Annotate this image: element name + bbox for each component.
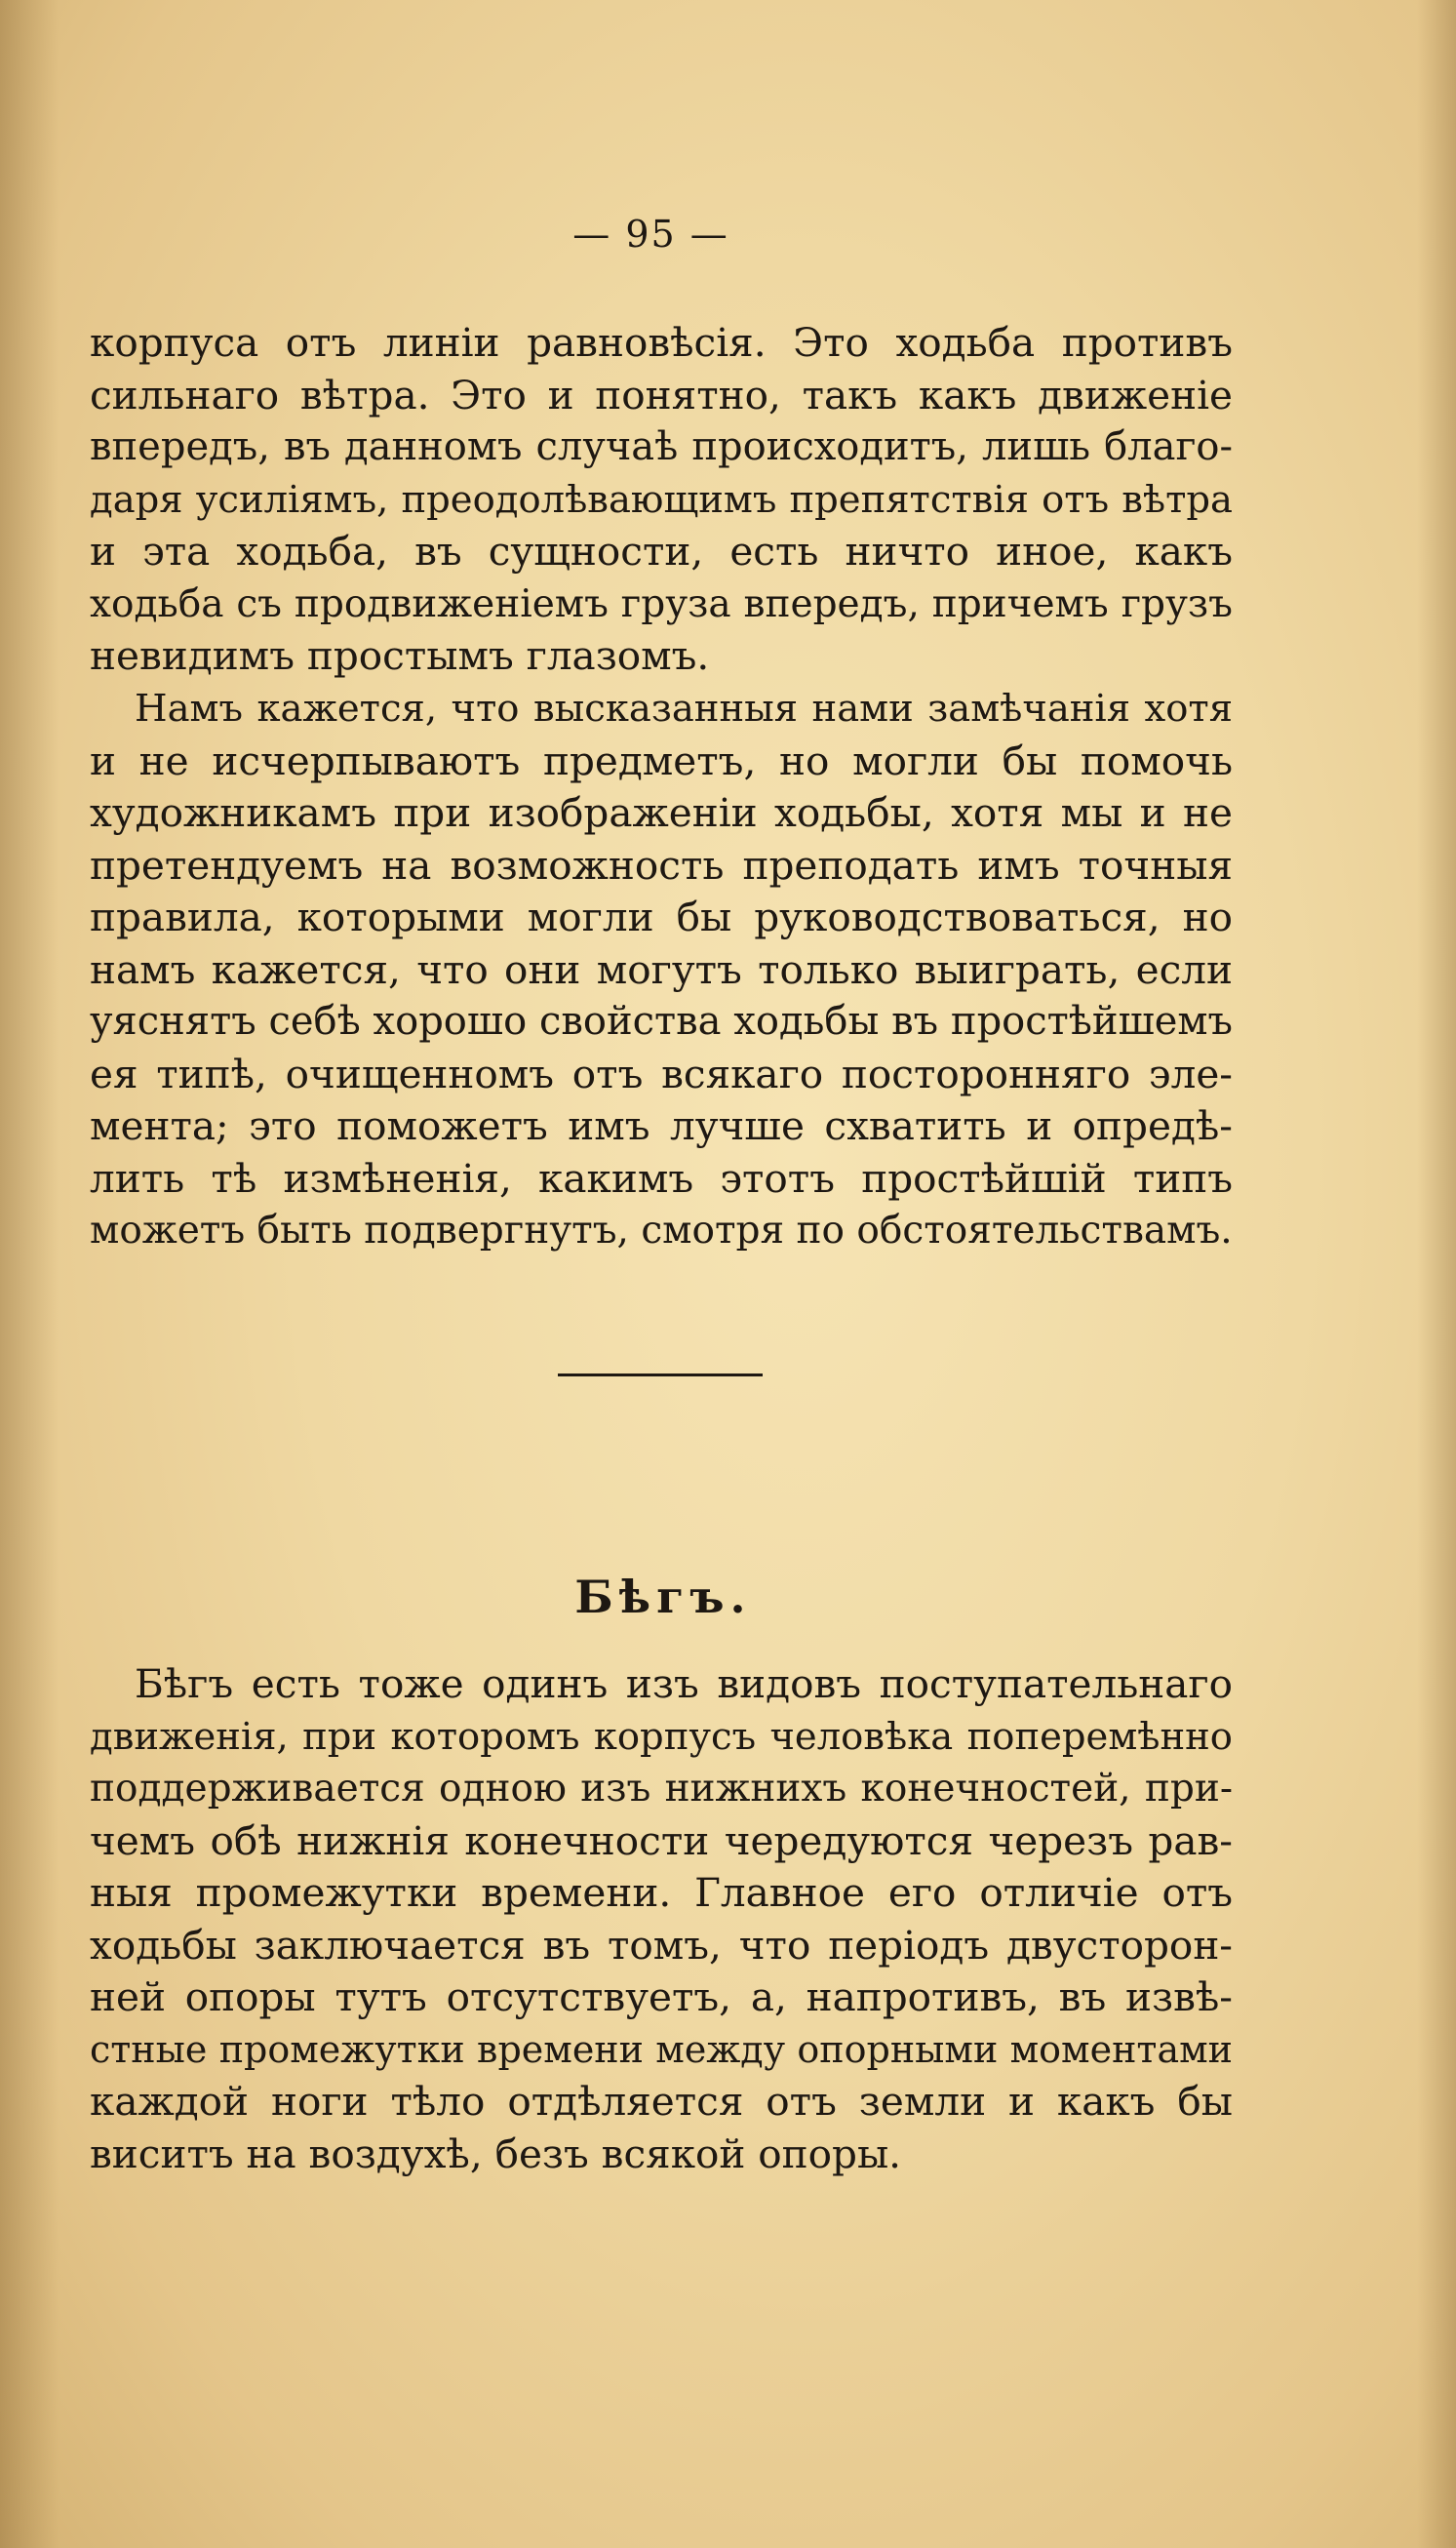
text-line: ея типѣ, очищенномъ отъ всякаго посторонняго эле-: [90, 1050, 1233, 1097]
text-line: сильнаго вѣтра. Это и понятно, такъ какъ движеніе: [90, 371, 1233, 418]
page-edge-shadow-right: [1417, 0, 1456, 2548]
section-heading: Бѣгъ.: [574, 1571, 752, 1623]
text-line: художникамъ при изображеніи ходьбы, хотя мы и не: [90, 789, 1233, 836]
paragraph-running: [90, 1658, 1233, 2180]
text-line: намъ кажется, что они могутъ только выиграть, если: [90, 945, 1233, 993]
text-line: стные промежутки времени между опорными моментами: [90, 2027, 1233, 2071]
text-line: Бѣгъ есть тоже одинъ изъ видовъ поступательнаго: [135, 1660, 1233, 1707]
page-number: — 95 —: [572, 213, 729, 256]
text-line: корпуса отъ линіи равновѣсія. Это ходьба противъ: [90, 319, 1233, 366]
paragraph-continuation: [90, 317, 1233, 683]
text-line: и не исчерпываютъ предметъ, но могли бы помочь: [90, 737, 1233, 784]
text-line: поддерживается одною изъ нижнихъ конечностей, при-: [90, 1767, 1233, 1811]
text-line: ходьба съ продвиженіемъ груза впередъ, причемъ грузъ: [90, 581, 1233, 626]
text-line: ныя промежутки времени. Главное его отличіе отъ: [90, 1869, 1233, 1916]
text-line: правила, которыми могли бы руководствоваться, но: [90, 894, 1233, 940]
text-line: виситъ на воздухѣ, безъ всякой опоры.: [90, 2130, 902, 2177]
text-line: и эта ходьба, въ сущности, есть ничто иное, какъ: [90, 528, 1233, 575]
text-line: мента; это поможетъ имъ лучше схватить и опредѣ-: [90, 1102, 1233, 1149]
text-line: Намъ кажется, что высказанныя нами замѣчанія хотя: [135, 687, 1233, 731]
text-line: чемъ обѣ нижнія конечности чередуются черезъ рав-: [90, 1816, 1233, 1864]
text-line: впередъ, въ данномъ случаѣ происходитъ, лишь благо-: [90, 424, 1233, 469]
text-line: каждой ноги тѣло отдѣляется отъ земли и какъ бы: [90, 2078, 1233, 2125]
text-line: уяснятъ себѣ хорошо свойства ходьбы въ простѣйшемъ: [90, 999, 1233, 1044]
text-line: лить тѣ измѣненія, какимъ этотъ простѣйшій типъ: [90, 1154, 1233, 1202]
text-line: невидимъ простымъ глазомъ.: [90, 632, 710, 679]
paragraph-conclusion: [90, 683, 1233, 1257]
text-line: ней опоры тутъ отсутствуетъ, а, напротивъ, въ извѣ-: [90, 1973, 1233, 2020]
text-line: ходьбы заключается въ томъ, что періодъ двусторон-: [90, 1921, 1233, 1969]
text-line: движенія, при которомъ корпусъ человѣка поперемѣнно: [90, 1714, 1233, 1759]
section-separator-rule: [558, 1374, 763, 1376]
text-line: можетъ быть подвергнутъ, смотря по обстоятельствамъ.: [90, 1209, 1233, 1253]
text-line: даря усиліямъ, преодолѣвающимъ препятствія отъ вѣтра: [90, 477, 1233, 522]
text-line: претендуемъ на возможность преподать имъ точныя: [90, 841, 1233, 889]
page-edge-shadow: [0, 0, 59, 2548]
